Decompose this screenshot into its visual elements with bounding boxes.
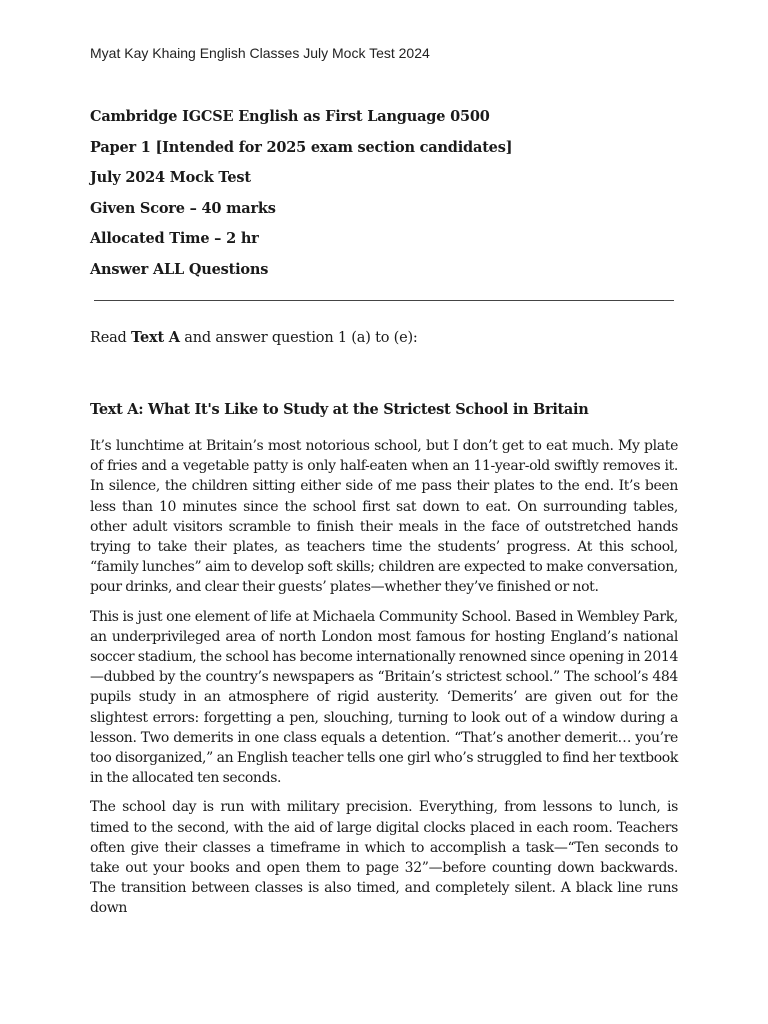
paragraph: The school day is run with military precision. Everything, from lessons to lunch, is timed to the second, with the aid of large digital clocks placed in each room. Teachers often give their classes a timeframe in which to accomplish a task—“Ten seconds to take out your books and open them to page 32”—before counting down backwards. The transition between classes is also timed, and completely silent. A black line runs down bbox=[90, 799, 678, 917]
instruction-text-ref: Text A bbox=[131, 329, 180, 346]
text-a-title: Text A: What It's Like to Study at the Strictest School in Britain bbox=[90, 401, 589, 418]
reading-instruction bbox=[90, 329, 418, 346]
paragraph: This is just one element of life at Michaela Community School. Based in Wembley Park, an underprivileged area of north London most famous for hosting England’s national soccer stadium, the school has become internationally renowned since opening in 2014—dubbed by the country’s newspapers as “Britain’s strictest school.” The school’s 484 pupils study in an atmosphere of rigid austerity. ‘Demerits’ are given out for the slightest errors: forgetting a pen, slouching, turning to look out of a window during a lesson. Two demerits in one class equals a detention. “That’s another demerit… you’re too disorganized,” an English teacher tells one girl who’s struggled to find her textbook in the allocated ten seconds. bbox=[90, 608, 678, 787]
exam-time: Allocated Time – 2 hr bbox=[90, 230, 259, 247]
exam-score: Given Score – 40 marks bbox=[90, 199, 276, 217]
exam-details bbox=[90, 102, 512, 285]
instruction-prefix: Read bbox=[90, 330, 132, 346]
instruction-suffix: and answer question 1 (a) to (e): bbox=[179, 330, 418, 346]
paragraph: It’s lunchtime at Britain’s most notorious school, but I don’t get to eat much. My plate of fries and a vegetable patty is only half-eaten when an 11-year-old swiftly removes it. In silence, the children sitting either side of me pass their plates to the end. It’s been less than 10 minutes since the school first sat down to eat. On surrounding tables, other adult visitors scramble to finish their meals in the face of outstretched hands trying to take their plates, as teachers time the students’ progress. At this school, “family lunches” aim to develop soft skills; children are expected to make conversation, pour drinks, and clear their guests’ plates—whether they’ve finished or not. bbox=[90, 438, 678, 596]
exam-syllabus: Cambridge IGCSE English as First Language 0500 bbox=[90, 108, 490, 125]
exam-paper: Paper 1 [Intended for 2025 exam section candidates] bbox=[90, 138, 513, 156]
running-header: Myat Kay Khaing English Classes July Mock Test 2024 bbox=[90, 45, 430, 61]
exam-session: July 2024 Mock Test bbox=[90, 169, 251, 186]
horizontal-divider bbox=[94, 300, 674, 301]
text-a-body bbox=[90, 436, 678, 928]
exam-instruction: Answer ALL Questions bbox=[90, 260, 269, 278]
